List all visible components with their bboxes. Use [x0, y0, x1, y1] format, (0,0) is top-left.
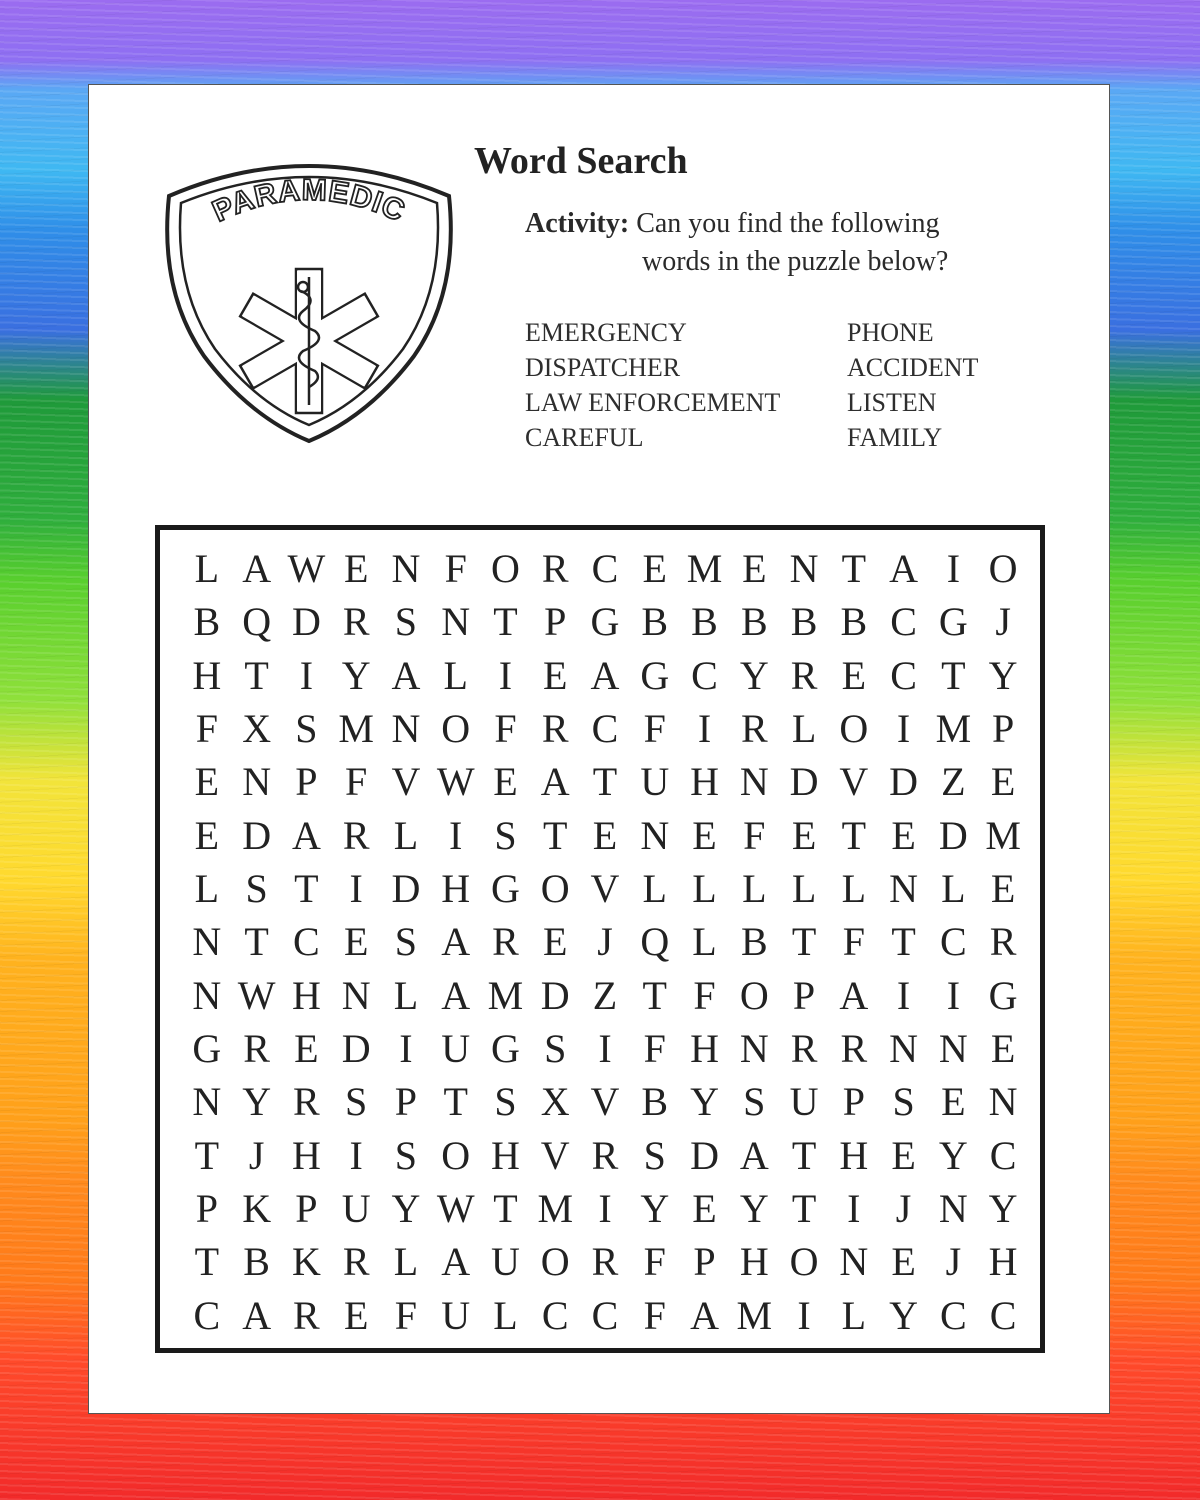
grid-letter[interactable]: N: [441, 599, 471, 645]
grid-letter[interactable]: F: [643, 1026, 666, 1072]
grid-letter[interactable]: H: [739, 1239, 769, 1285]
grid-letter[interactable]: T: [543, 812, 568, 858]
grid-letter[interactable]: E: [891, 1239, 916, 1285]
grid-letter[interactable]: N: [839, 1239, 869, 1285]
grid-letter[interactable]: G: [491, 1026, 520, 1072]
grid-letter[interactable]: L: [393, 1239, 419, 1285]
grid-letter[interactable]: S: [544, 1026, 567, 1072]
grid-letter[interactable]: E: [592, 812, 618, 858]
grid-letter[interactable]: A: [739, 1132, 769, 1178]
grid-letter[interactable]: G: [640, 652, 670, 698]
grid-letter[interactable]: T: [493, 599, 518, 645]
grid-letter[interactable]: B: [193, 599, 221, 645]
grid-letter[interactable]: E: [941, 1079, 966, 1125]
grid-letter[interactable]: U: [491, 1239, 520, 1285]
grid-letter[interactable]: D: [242, 812, 272, 858]
grid-letter[interactable]: E: [990, 866, 1016, 912]
grid-letter[interactable]: M: [537, 1186, 574, 1232]
grid-letter[interactable]: O: [839, 706, 869, 752]
grid-letter[interactable]: R: [293, 1292, 320, 1338]
grid-letter[interactable]: T: [791, 1186, 817, 1232]
grid-letter[interactable]: T: [294, 866, 319, 912]
grid-letter[interactable]: B: [243, 1239, 270, 1285]
grid-letter[interactable]: D: [889, 759, 919, 805]
grid-letter[interactable]: Y: [640, 1186, 670, 1232]
grid-letter[interactable]: S: [394, 919, 418, 965]
grid-letter[interactable]: C: [193, 1292, 221, 1338]
grid-letter[interactable]: I: [847, 1186, 861, 1232]
grid-letter[interactable]: I: [797, 1292, 811, 1338]
grid-letter[interactable]: I: [349, 1132, 363, 1178]
grid-letter[interactable]: A: [242, 1292, 272, 1338]
grid-letter[interactable]: Y: [391, 1186, 421, 1232]
grid-letter[interactable]: H: [441, 866, 471, 912]
grid-letter[interactable]: C: [989, 1292, 1017, 1338]
grid-letter[interactable]: A: [889, 546, 919, 592]
grid-letter[interactable]: O: [789, 1239, 819, 1285]
grid-letter[interactable]: A: [540, 759, 570, 805]
grid-letter[interactable]: L: [692, 919, 717, 965]
grid-letter[interactable]: Q: [640, 919, 670, 965]
activity-text-line2: words in the puzzle below?: [642, 246, 949, 277]
grid-letter[interactable]: F: [195, 706, 218, 752]
grid-letter[interactable]: T: [244, 652, 269, 698]
grid-letter[interactable]: P: [544, 599, 567, 645]
grid-letter[interactable]: O: [739, 972, 769, 1018]
grid-letter[interactable]: C: [940, 919, 967, 965]
grid-letter[interactable]: F: [494, 706, 517, 752]
grid-letter[interactable]: A: [690, 1292, 719, 1338]
grid-letter[interactable]: B: [691, 599, 718, 645]
grid-letter[interactable]: X: [242, 706, 272, 752]
grid-letter[interactable]: C: [591, 706, 619, 752]
grid-letter[interactable]: A: [291, 812, 321, 858]
grid-letter[interactable]: C: [591, 546, 619, 592]
grid-letter[interactable]: R: [293, 1079, 320, 1125]
grid-letter[interactable]: D: [291, 599, 321, 645]
grid-letter[interactable]: B: [840, 599, 868, 645]
grid-letter[interactable]: R: [790, 1026, 818, 1072]
grid-letter[interactable]: E: [493, 759, 518, 805]
grid-letter[interactable]: S: [892, 1079, 915, 1125]
grid-letter[interactable]: F: [643, 706, 666, 752]
grid-letter[interactable]: I: [349, 866, 363, 912]
grid-letter[interactable]: G: [938, 599, 968, 645]
grid-letter[interactable]: H: [192, 652, 222, 698]
grid-letter[interactable]: Y: [690, 1079, 719, 1125]
grid-letter[interactable]: I: [598, 1186, 612, 1232]
grid-letter[interactable]: N: [640, 812, 670, 858]
grid-letter[interactable]: J: [248, 1132, 265, 1178]
grid-letter[interactable]: P: [792, 972, 816, 1018]
grid-letter[interactable]: D: [391, 866, 421, 912]
grid-letter[interactable]: L: [194, 866, 220, 912]
grid-letter[interactable]: P: [295, 759, 318, 805]
grid-letter[interactable]: Z: [941, 759, 966, 805]
grid-letter[interactable]: I: [946, 546, 961, 592]
grid-letter[interactable]: R: [790, 652, 818, 698]
grid-letter[interactable]: E: [343, 919, 369, 965]
grid-letter[interactable]: L: [791, 706, 817, 752]
grid-letter[interactable]: E: [891, 812, 916, 858]
grid-letter[interactable]: S: [743, 1079, 766, 1125]
word-list: [525, 315, 1047, 455]
grid-letter[interactable]: W: [436, 1186, 475, 1232]
grid-letter[interactable]: I: [946, 972, 961, 1018]
grid-letter[interactable]: T: [791, 919, 817, 965]
grid-letter[interactable]: R: [492, 919, 519, 965]
grid-letter[interactable]: E: [891, 1132, 916, 1178]
grid-letter[interactable]: Z: [592, 972, 618, 1018]
grid-letter[interactable]: N: [789, 546, 819, 592]
grid-letter[interactable]: B: [740, 919, 768, 965]
grid-letter[interactable]: B: [790, 599, 818, 645]
grid-letter[interactable]: I: [896, 972, 911, 1018]
grid-letter[interactable]: B: [641, 599, 669, 645]
grid-letter[interactable]: T: [841, 812, 867, 858]
badge-text: PARAMEDIC: [207, 173, 411, 229]
grid-letter[interactable]: C: [940, 1292, 967, 1338]
grid-letter[interactable]: I: [498, 652, 513, 698]
grid-letter[interactable]: B: [641, 1079, 669, 1125]
grid-letter[interactable]: S: [643, 1132, 666, 1178]
grid-letter[interactable]: S: [295, 706, 318, 752]
grid-letter[interactable]: L: [642, 866, 667, 912]
grid-letter[interactable]: C: [890, 599, 917, 645]
grid-letter[interactable]: E: [692, 1186, 717, 1232]
grid-letter[interactable]: C: [541, 1292, 569, 1338]
grid-letter[interactable]: S: [494, 1079, 517, 1125]
word-search-grid: [182, 542, 1028, 1342]
grid-letter[interactable]: P: [693, 1239, 716, 1285]
grid-letter[interactable]: M: [686, 546, 723, 592]
grid-letter[interactable]: N: [192, 1079, 222, 1125]
grid-letter[interactable]: N: [739, 759, 769, 805]
grid-letter[interactable]: L: [393, 972, 419, 1018]
grid-letter[interactable]: Y: [938, 1132, 968, 1178]
activity-text-line1: Can you find the following: [636, 208, 940, 239]
grid-letter[interactable]: M: [985, 812, 1021, 858]
word-list-item: DISPATCHER: [525, 353, 681, 382]
grid-letter[interactable]: T: [194, 1239, 220, 1285]
grid-letter[interactable]: A: [391, 652, 421, 698]
grid-letter[interactable]: F: [643, 1239, 666, 1285]
word-list-item: FAMILY: [847, 423, 943, 452]
grid-letter[interactable]: R: [243, 1026, 270, 1072]
grid-letter[interactable]: R: [541, 706, 569, 752]
paramedic-badge-illustration: [159, 151, 459, 451]
grid-letter[interactable]: I: [697, 706, 712, 752]
grid-letter[interactable]: A: [839, 972, 869, 1018]
word-list-item: LAW ENFORCEMENT: [525, 388, 781, 417]
grid-letter[interactable]: R: [989, 919, 1017, 965]
grid-letter[interactable]: P: [295, 1186, 318, 1232]
grid-letter[interactable]: O: [540, 1239, 570, 1285]
grid-letter[interactable]: S: [245, 866, 268, 912]
grid-letter[interactable]: R: [541, 546, 569, 592]
grid-letter[interactable]: T: [443, 1079, 468, 1125]
grid-letter[interactable]: R: [840, 1026, 868, 1072]
grid-letter[interactable]: K: [291, 1239, 321, 1285]
grid-letter[interactable]: R: [342, 812, 370, 858]
grid-letter[interactable]: H: [988, 1239, 1018, 1285]
grid-letter[interactable]: N: [192, 919, 222, 965]
grid-letter[interactable]: Y: [739, 1186, 769, 1232]
grid-letter[interactable]: U: [789, 1079, 819, 1125]
grid-letter[interactable]: L: [742, 866, 767, 912]
grid-letter[interactable]: Y: [739, 652, 769, 698]
grid-letter[interactable]: M: [935, 706, 972, 752]
grid-letter[interactable]: I: [896, 706, 911, 752]
grid-letter[interactable]: T: [592, 759, 618, 805]
grid-letter[interactable]: P: [195, 1186, 218, 1232]
grid-letter[interactable]: W: [287, 546, 326, 592]
grid-letter[interactable]: F: [394, 1292, 418, 1338]
grid-letter[interactable]: U: [441, 1026, 471, 1072]
grid-letter[interactable]: H: [690, 759, 719, 805]
grid-letter[interactable]: E: [194, 759, 220, 805]
grid-letter[interactable]: H: [690, 1026, 719, 1072]
grid-letter[interactable]: N: [889, 866, 919, 912]
grid-letter[interactable]: N: [391, 706, 421, 752]
grid-letter[interactable]: E: [543, 652, 568, 698]
grid-letter[interactable]: S: [345, 1079, 368, 1125]
grid-letter[interactable]: F: [743, 812, 766, 858]
grid-letter[interactable]: Y: [341, 652, 371, 698]
grid-letter[interactable]: I: [598, 1026, 612, 1072]
grid-letter[interactable]: O: [540, 866, 570, 912]
grid-letter[interactable]: Y: [988, 652, 1018, 698]
grid-letter[interactable]: D: [690, 1132, 719, 1178]
grid-letter[interactable]: G: [491, 866, 520, 912]
grid-letter[interactable]: V: [590, 866, 620, 912]
grid-letter[interactable]: J: [945, 1239, 962, 1285]
word-list-item: LISTEN: [847, 388, 937, 417]
grid-letter[interactable]: U: [640, 759, 670, 805]
grid-letter[interactable]: C: [989, 1132, 1017, 1178]
page-title: Word Search: [474, 140, 688, 182]
grid-letter[interactable]: L: [194, 546, 220, 592]
grid-letter[interactable]: A: [441, 919, 471, 965]
grid-letter[interactable]: L: [493, 1292, 518, 1338]
grid-letter[interactable]: E: [642, 546, 667, 592]
grid-letter[interactable]: O: [988, 546, 1018, 592]
grid-letter[interactable]: T: [194, 1132, 220, 1178]
grid-letter[interactable]: H: [291, 972, 321, 1018]
grid-letter[interactable]: L: [791, 866, 817, 912]
grid-letter[interactable]: T: [841, 546, 867, 592]
grid-letter[interactable]: F: [842, 919, 865, 965]
grid-letter[interactable]: W: [237, 972, 276, 1018]
grid-letter[interactable]: I: [299, 652, 314, 698]
grid-letter[interactable]: N: [391, 546, 421, 592]
grid-letter[interactable]: D: [789, 759, 819, 805]
grid-letter[interactable]: R: [342, 1239, 370, 1285]
grid-letter[interactable]: T: [791, 1132, 817, 1178]
grid-letter[interactable]: Q: [242, 599, 272, 645]
grid-letter[interactable]: D: [341, 1026, 371, 1072]
grid-letter[interactable]: S: [394, 599, 418, 645]
grid-letter[interactable]: Y: [988, 1186, 1018, 1232]
grid-letter[interactable]: S: [494, 812, 517, 858]
grid-letter[interactable]: N: [739, 1026, 769, 1072]
grid-letter[interactable]: V: [590, 1079, 620, 1125]
grid-letter[interactable]: T: [941, 652, 966, 698]
grid-letter[interactable]: E: [990, 1026, 1016, 1072]
word-list-item: CAREFUL: [525, 423, 644, 452]
grid-letter[interactable]: N: [988, 1079, 1018, 1125]
grid-letter[interactable]: R: [342, 599, 370, 645]
activity-instructions: [525, 205, 1045, 281]
grid-letter[interactable]: G: [590, 599, 620, 645]
grid-letter[interactable]: H: [839, 1132, 869, 1178]
grid-letter[interactable]: H: [491, 1132, 520, 1178]
grid-letter[interactable]: D: [938, 812, 968, 858]
grid-letter[interactable]: E: [343, 546, 369, 592]
grid-letter[interactable]: N: [938, 1026, 968, 1072]
grid-letter[interactable]: C: [293, 919, 320, 965]
grid-letter[interactable]: P: [842, 1079, 865, 1125]
grid-letter[interactable]: S: [394, 1132, 418, 1178]
grid-letter[interactable]: U: [341, 1186, 371, 1232]
grid-letter[interactable]: J: [995, 599, 1011, 645]
grid-letter[interactable]: E: [990, 759, 1016, 805]
grid-letter[interactable]: F: [345, 759, 368, 805]
grid-letter[interactable]: E: [194, 812, 220, 858]
grid-letter[interactable]: E: [343, 1292, 369, 1338]
grid-letter[interactable]: A: [590, 652, 620, 698]
grid-letter[interactable]: P: [394, 1079, 418, 1125]
grid-letter[interactable]: L: [941, 866, 966, 912]
grid-letter[interactable]: J: [895, 1186, 912, 1232]
grid-letter[interactable]: E: [294, 1026, 319, 1072]
grid-letter[interactable]: I: [399, 1026, 413, 1072]
grid-letter[interactable]: R: [740, 706, 768, 752]
grid-letter[interactable]: K: [242, 1186, 272, 1232]
grid-letter[interactable]: D: [540, 972, 570, 1018]
grid-letter[interactable]: R: [591, 1239, 619, 1285]
word-search-grid-frame: [155, 525, 1045, 1353]
grid-letter[interactable]: N: [938, 1186, 968, 1232]
grid-letter[interactable]: L: [841, 1292, 867, 1338]
grid-letter[interactable]: I: [449, 812, 463, 858]
grid-letter[interactable]: V: [391, 759, 421, 805]
grid-letter[interactable]: R: [591, 1132, 619, 1178]
grid-letter[interactable]: Y: [889, 1292, 919, 1338]
grid-letter[interactable]: U: [441, 1292, 471, 1338]
grid-letter[interactable]: P: [991, 706, 1015, 752]
grid-letter[interactable]: E: [543, 919, 568, 965]
grid-letter[interactable]: W: [436, 759, 475, 805]
grid-letter[interactable]: L: [841, 866, 867, 912]
grid-letter[interactable]: N: [889, 1026, 919, 1072]
grid-letter[interactable]: A: [441, 1239, 471, 1285]
grid-letter[interactable]: T: [891, 919, 916, 965]
grid-letter[interactable]: E: [692, 812, 717, 858]
grid-letter[interactable]: M: [338, 706, 374, 752]
grid-letter[interactable]: F: [444, 546, 467, 592]
grid-letter[interactable]: O: [441, 1132, 471, 1178]
worksheet-page: [88, 84, 1110, 1414]
grid-letter[interactable]: N: [341, 972, 371, 1018]
grid-letter[interactable]: Y: [242, 1079, 272, 1125]
activity-label: Activity:: [525, 208, 630, 239]
word-list-item: PHONE: [847, 318, 934, 347]
grid-letter[interactable]: L: [443, 652, 468, 698]
grid-letter[interactable]: G: [988, 972, 1018, 1018]
grid-letter[interactable]: A: [441, 972, 471, 1018]
grid-letter[interactable]: L: [692, 866, 717, 912]
grid-letter[interactable]: J: [597, 919, 613, 965]
grid-letter[interactable]: X: [540, 1079, 570, 1125]
grid-letter[interactable]: O: [491, 546, 520, 592]
grid-letter[interactable]: M: [487, 972, 524, 1018]
grid-letter[interactable]: E: [841, 652, 867, 698]
grid-letter[interactable]: N: [242, 759, 272, 805]
word-list-item: EMERGENCY: [525, 318, 687, 347]
grid-letter[interactable]: E: [742, 546, 767, 592]
grid-letter[interactable]: F: [643, 1292, 666, 1338]
grid-letter[interactable]: O: [441, 706, 471, 752]
grid-letter[interactable]: T: [244, 919, 269, 965]
grid-letter[interactable]: V: [540, 1132, 570, 1178]
word-list-item: ACCIDENT: [847, 353, 979, 382]
grid-letter[interactable]: H: [291, 1132, 321, 1178]
grid-letter[interactable]: T: [493, 1186, 518, 1232]
grid-letter[interactable]: T: [642, 972, 667, 1018]
grid-letter[interactable]: F: [693, 972, 716, 1018]
grid-letter[interactable]: G: [192, 1026, 222, 1072]
grid-letter[interactable]: L: [393, 812, 419, 858]
grid-letter[interactable]: C: [691, 652, 718, 698]
grid-letter[interactable]: C: [591, 1292, 619, 1338]
grid-letter[interactable]: E: [791, 812, 817, 858]
grid-letter[interactable]: N: [192, 972, 222, 1018]
grid-letter[interactable]: B: [740, 599, 768, 645]
grid-letter[interactable]: V: [839, 759, 869, 805]
grid-letter[interactable]: C: [890, 652, 917, 698]
grid-letter[interactable]: M: [736, 1292, 773, 1338]
grid-letter[interactable]: A: [242, 546, 272, 592]
